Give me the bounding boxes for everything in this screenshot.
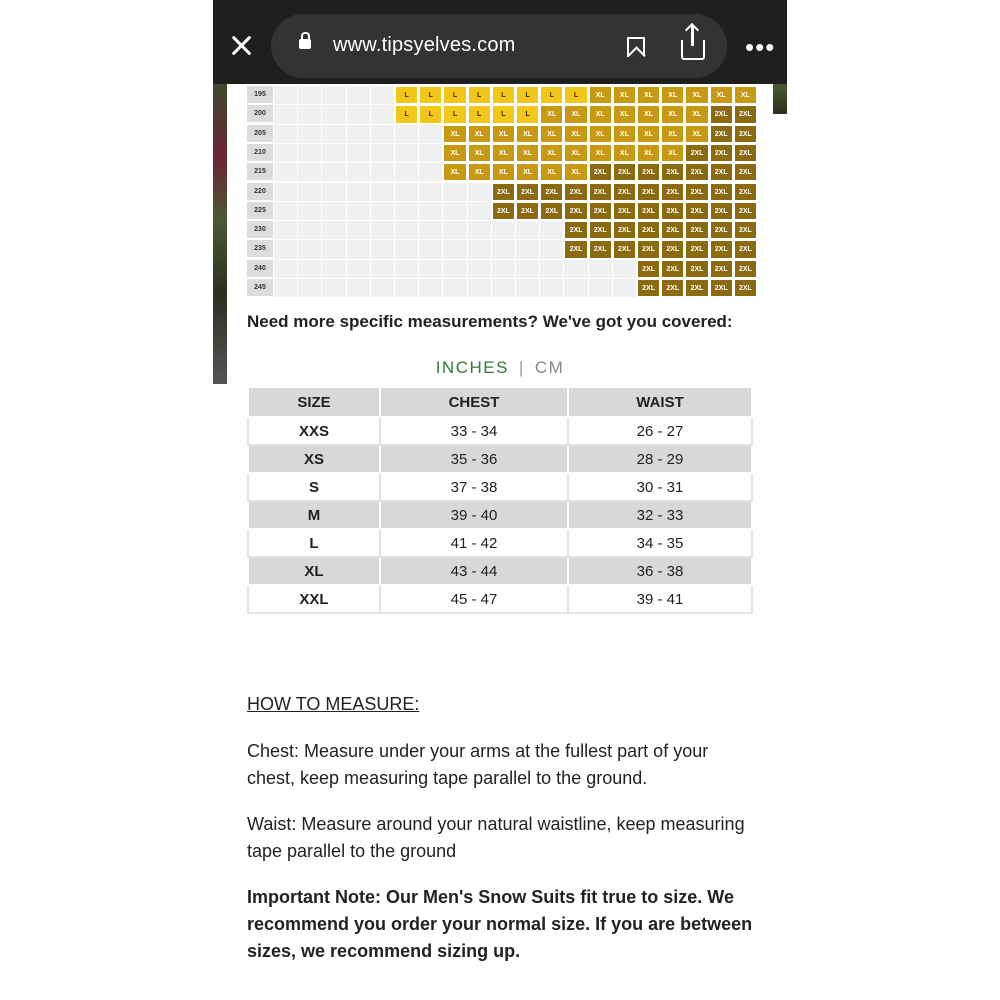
grid-cell	[347, 144, 370, 162]
grid-cell	[371, 183, 394, 201]
chest-cell: 39 - 40	[380, 501, 568, 529]
grid-cell: 2XL	[613, 240, 636, 258]
grid-cell	[516, 260, 539, 278]
grid-cell: XL	[492, 144, 515, 162]
grid-cell: L	[468, 86, 491, 104]
grid-cell	[322, 125, 345, 143]
grid-cell: XL	[468, 125, 491, 143]
grid-cell: L	[395, 86, 418, 104]
grid-cell: XL	[516, 125, 539, 143]
size-cell: L	[248, 529, 380, 557]
table-row	[248, 417, 752, 445]
grid-cell	[468, 183, 491, 201]
grid-cell	[613, 260, 636, 278]
bookmark-icon[interactable]	[627, 37, 645, 57]
grid-cell: XL	[734, 86, 757, 104]
grid-cell	[419, 279, 442, 297]
waist-cell: 34 - 35	[568, 529, 752, 557]
grid-cell	[395, 221, 418, 239]
grid-cell: XL	[468, 163, 491, 181]
size-cell: S	[248, 473, 380, 501]
grid-cell	[347, 105, 370, 123]
grid-cell	[443, 240, 466, 258]
grid-cell	[274, 125, 297, 143]
close-icon[interactable]	[227, 31, 257, 61]
grid-cell	[492, 279, 515, 297]
grid-weight-label: 240	[247, 260, 273, 277]
grid-weight-label: 200	[247, 105, 273, 122]
grid-cell	[468, 240, 491, 258]
grid-cell: 2XL	[685, 260, 708, 278]
grid-cell: XL	[540, 144, 563, 162]
grid-cell: L	[468, 105, 491, 123]
measurements-heading: Need more specific measurements? We've got you covered:	[247, 312, 733, 331]
column-header: WAIST	[568, 387, 752, 417]
url-text: www.tipsyelves.com	[333, 34, 516, 56]
grid-cell: 2XL	[492, 202, 515, 220]
grid-cell: 2XL	[661, 240, 684, 258]
grid-cell: XL	[637, 144, 660, 162]
more-icon[interactable]: •••	[745, 32, 776, 62]
grid-cell: 2XL	[685, 202, 708, 220]
grid-weight-label: 215	[247, 163, 273, 180]
grid-cell: XL	[613, 86, 636, 104]
grid-cell: XL	[443, 163, 466, 181]
grid-cell	[468, 260, 491, 278]
grid-cell: 2XL	[613, 163, 636, 181]
grid-cell: XL	[685, 105, 708, 123]
grid-cell: XL	[685, 125, 708, 143]
table-header-row	[248, 387, 752, 417]
grid-cell: 2XL	[564, 202, 587, 220]
grid-cell	[322, 240, 345, 258]
grid-cell: 2XL	[710, 221, 733, 239]
waist-cell: 28 - 29	[568, 445, 752, 473]
waist-cell: 30 - 31	[568, 473, 752, 501]
grid-cell: 2XL	[734, 183, 757, 201]
grid-cell	[371, 125, 394, 143]
grid-cell	[347, 240, 370, 258]
grid-cell	[298, 260, 321, 278]
grid-cell: 2XL	[589, 221, 612, 239]
grid-cell: XL	[613, 144, 636, 162]
grid-cell: L	[492, 105, 515, 123]
grid-cell	[419, 163, 442, 181]
grid-cell: XL	[685, 86, 708, 104]
grid-cell: 2XL	[613, 183, 636, 201]
grid-cell	[347, 279, 370, 297]
grid-cell: L	[395, 105, 418, 123]
grid-cell	[274, 163, 297, 181]
grid-cell: 2XL	[516, 183, 539, 201]
grid-cell	[274, 221, 297, 239]
grid-cell: 2XL	[540, 183, 563, 201]
grid-cell	[371, 240, 394, 258]
grid-cell: XL	[613, 125, 636, 143]
phone-screen	[213, 0, 787, 1000]
grid-cell: 2XL	[661, 279, 684, 297]
grid-weight-label: 195	[247, 86, 273, 103]
grid-cell: 2XL	[710, 105, 733, 123]
grid-cell	[322, 221, 345, 239]
grid-cell	[589, 279, 612, 297]
size-cell: XXS	[248, 417, 380, 445]
grid-cell: 2XL	[734, 163, 757, 181]
grid-cell: 2XL	[685, 279, 708, 297]
grid-cell: 2XL	[637, 240, 660, 258]
grid-cell: 2XL	[710, 279, 733, 297]
grid-cell	[492, 260, 515, 278]
grid-cell	[613, 279, 636, 297]
grid-cell: XL	[564, 144, 587, 162]
grid-cell: XL	[564, 163, 587, 181]
grid-cell	[395, 240, 418, 258]
grid-cell: XL	[516, 144, 539, 162]
grid-cell: L	[443, 86, 466, 104]
column-header: CHEST	[380, 387, 568, 417]
size-table	[247, 386, 753, 614]
grid-cell: 2XL	[685, 163, 708, 181]
grid-cell	[322, 260, 345, 278]
grid-cell: XL	[540, 163, 563, 181]
waist-cell: 26 - 27	[568, 417, 752, 445]
grid-cell: 2XL	[589, 240, 612, 258]
chest-cell: 33 - 34	[380, 417, 568, 445]
grid-cell	[274, 144, 297, 162]
grid-cell	[298, 221, 321, 239]
grid-cell	[540, 240, 563, 258]
grid-cell	[443, 202, 466, 220]
grid-cell: XL	[468, 144, 491, 162]
grid-cell: 2XL	[685, 221, 708, 239]
grid-cell	[371, 144, 394, 162]
grid-cell: XL	[564, 105, 587, 123]
grid-cell: 2XL	[710, 125, 733, 143]
unit-toggle	[213, 358, 787, 378]
grid-cell: XL	[613, 105, 636, 123]
grid-cell	[298, 105, 321, 123]
grid-cell	[322, 279, 345, 297]
size-cell: XS	[248, 445, 380, 473]
table-row	[248, 529, 752, 557]
grid-cell	[468, 202, 491, 220]
grid-cell: XL	[564, 125, 587, 143]
grid-cell: 2XL	[734, 144, 757, 162]
grid-cell: 2XL	[661, 183, 684, 201]
unit-separator: |	[518, 358, 525, 377]
table-row	[248, 585, 752, 613]
grid-cell	[371, 163, 394, 181]
table-row	[248, 473, 752, 501]
grid-cell	[371, 105, 394, 123]
grid-cell: 2XL	[734, 202, 757, 220]
grid-cell: XL	[661, 105, 684, 123]
grid-cell: 2XL	[613, 221, 636, 239]
grid-cell: 2XL	[710, 163, 733, 181]
grid-cell: 2XL	[710, 183, 733, 201]
grid-cell	[443, 279, 466, 297]
grid-cell	[274, 86, 297, 104]
grid-cell: 2XL	[734, 105, 757, 123]
grid-cell	[298, 125, 321, 143]
grid-cell: 2XL	[685, 183, 708, 201]
grid-cell: 2XL	[564, 221, 587, 239]
grid-cell: L	[419, 86, 442, 104]
waist-instructions: Waist: Measure around your natural waistline, keep measuring tape parallel to the ground	[247, 814, 745, 861]
grid-cell	[395, 202, 418, 220]
table-row	[248, 557, 752, 585]
grid-cell: 2XL	[734, 125, 757, 143]
size-cell: XL	[248, 557, 380, 585]
grid-cell: XL	[661, 144, 684, 162]
grid-weight-label: 210	[247, 144, 273, 161]
grid-weight-label: 220	[247, 183, 273, 200]
share-icon[interactable]	[681, 40, 705, 60]
grid-cell: 2XL	[637, 260, 660, 278]
grid-cell	[371, 221, 394, 239]
grid-cell	[322, 163, 345, 181]
grid-cell: XL	[492, 163, 515, 181]
grid-cell	[395, 163, 418, 181]
grid-cell	[274, 240, 297, 258]
grid-cell	[298, 183, 321, 201]
grid-cell: L	[492, 86, 515, 104]
chest-instructions: Chest: Measure under your arms at the fullest part of your chest, keep measuring tape parallel to the ground.	[247, 741, 709, 788]
grid-cell: 2XL	[516, 202, 539, 220]
grid-cell	[419, 202, 442, 220]
grid-cell	[371, 260, 394, 278]
grid-cell: 2XL	[710, 260, 733, 278]
grid-cell	[468, 221, 491, 239]
grid-cell: XL	[492, 125, 515, 143]
grid-cell	[419, 183, 442, 201]
background-photo-edge-right	[773, 84, 787, 114]
grid-cell	[419, 125, 442, 143]
grid-cell	[322, 183, 345, 201]
grid-cell: 2XL	[637, 202, 660, 220]
grid-weight-label: 245	[247, 279, 273, 296]
grid-weight-label: 205	[247, 125, 273, 142]
grid-cell: 2XL	[540, 202, 563, 220]
grid-cell: XL	[637, 86, 660, 104]
table-row	[248, 501, 752, 529]
grid-cell	[419, 260, 442, 278]
grid-cell: L	[540, 86, 563, 104]
grid-cell: 2XL	[710, 144, 733, 162]
grid-cell: 2XL	[613, 202, 636, 220]
grid-cell	[347, 163, 370, 181]
grid-cell	[298, 240, 321, 258]
grid-weight-label: 225	[247, 202, 273, 219]
unit-cm-tab[interactable]: CM	[534, 358, 565, 377]
grid-cell: XL	[661, 125, 684, 143]
grid-cell	[347, 221, 370, 239]
grid-cell: XL	[589, 86, 612, 104]
grid-cell	[298, 86, 321, 104]
grid-cell	[347, 183, 370, 201]
grid-cell: 2XL	[661, 221, 684, 239]
grid-cell	[274, 183, 297, 201]
waist-cell: 36 - 38	[568, 557, 752, 585]
grid-cell: L	[516, 86, 539, 104]
grid-cell	[516, 240, 539, 258]
grid-weight-label: 235	[247, 240, 273, 257]
waist-cell: 32 - 33	[568, 501, 752, 529]
grid-cell: 2XL	[685, 144, 708, 162]
important-note: Important Note: Our Men's Snow Suits fit true to size. We recommend you order your normal size. If you are between sizes, we recommend sizing up.	[247, 887, 753, 961]
grid-cell	[395, 125, 418, 143]
background-photo-edge	[213, 84, 227, 384]
grid-cell: 2XL	[637, 183, 660, 201]
how-to-measure-title: HOW TO MEASURE:	[247, 694, 420, 714]
grid-cell	[395, 183, 418, 201]
grid-cell: XL	[540, 125, 563, 143]
grid-cell: 2XL	[734, 260, 757, 278]
grid-cell: 2XL	[661, 202, 684, 220]
grid-cell: L	[443, 105, 466, 123]
grid-cell: 2XL	[637, 163, 660, 181]
grid-cell	[371, 86, 394, 104]
grid-cell	[347, 125, 370, 143]
table-row	[248, 445, 752, 473]
browser-toolbar	[213, 0, 787, 84]
grid-cell	[322, 144, 345, 162]
grid-cell: 2XL	[734, 240, 757, 258]
grid-cell	[274, 105, 297, 123]
grid-cell	[322, 86, 345, 104]
column-header: SIZE	[248, 387, 380, 417]
chest-cell: 41 - 42	[380, 529, 568, 557]
grid-cell: 2XL	[734, 279, 757, 297]
grid-cell: 2XL	[661, 163, 684, 181]
grid-cell: XL	[637, 105, 660, 123]
grid-cell	[443, 183, 466, 201]
grid-cell: XL	[661, 86, 684, 104]
grid-cell: XL	[540, 105, 563, 123]
waist-cell: 39 - 41	[568, 585, 752, 613]
grid-cell	[443, 260, 466, 278]
grid-cell: 2XL	[710, 240, 733, 258]
grid-cell	[443, 221, 466, 239]
grid-cell	[395, 144, 418, 162]
grid-cell	[468, 279, 491, 297]
grid-cell: XL	[589, 125, 612, 143]
grid-cell: XL	[443, 144, 466, 162]
grid-cell	[298, 279, 321, 297]
grid-cell: 2XL	[564, 240, 587, 258]
grid-cell	[516, 279, 539, 297]
grid-cell	[564, 260, 587, 278]
grid-cell	[540, 279, 563, 297]
grid-cell: XL	[443, 125, 466, 143]
grid-cell	[589, 260, 612, 278]
address-bar[interactable]	[271, 14, 727, 78]
grid-cell	[347, 260, 370, 278]
grid-cell	[492, 240, 515, 258]
grid-cell	[322, 105, 345, 123]
grid-cell	[347, 202, 370, 220]
grid-cell: 2XL	[589, 202, 612, 220]
grid-cell	[298, 144, 321, 162]
chest-cell: 35 - 36	[380, 445, 568, 473]
grid-cell: XL	[710, 86, 733, 104]
grid-cell	[322, 202, 345, 220]
grid-cell	[371, 279, 394, 297]
grid-cell: XL	[637, 125, 660, 143]
grid-cell	[419, 144, 442, 162]
grid-cell	[395, 279, 418, 297]
grid-cell: XL	[589, 144, 612, 162]
grid-cell: 2XL	[637, 279, 660, 297]
grid-cell	[540, 221, 563, 239]
grid-cell: XL	[589, 105, 612, 123]
chest-cell: 37 - 38	[380, 473, 568, 501]
grid-cell	[419, 240, 442, 258]
grid-cell: 2XL	[589, 183, 612, 201]
grid-cell	[347, 86, 370, 104]
grid-cell: 2XL	[685, 240, 708, 258]
grid-cell: 2XL	[492, 183, 515, 201]
grid-cell	[540, 260, 563, 278]
grid-cell	[395, 260, 418, 278]
grid-cell: 2XL	[710, 202, 733, 220]
grid-cell: L	[516, 105, 539, 123]
grid-cell	[564, 279, 587, 297]
grid-cell	[274, 260, 297, 278]
unit-inches-tab[interactable]: INCHES	[435, 358, 509, 377]
grid-cell	[298, 163, 321, 181]
grid-cell	[419, 221, 442, 239]
grid-cell: XL	[516, 163, 539, 181]
grid-weight-label: 230	[247, 221, 273, 238]
grid-cell: 2XL	[734, 221, 757, 239]
grid-cell: 2XL	[661, 260, 684, 278]
grid-cell	[274, 202, 297, 220]
size-cell: M	[248, 501, 380, 529]
grid-cell: 2XL	[564, 183, 587, 201]
grid-cell: L	[419, 105, 442, 123]
grid-cell	[298, 202, 321, 220]
chest-cell: 45 - 47	[380, 585, 568, 613]
size-cell: XXL	[248, 585, 380, 613]
grid-cell: 2XL	[589, 163, 612, 181]
grid-cell: L	[564, 86, 587, 104]
grid-cell: 2XL	[637, 221, 660, 239]
grid-cell	[516, 221, 539, 239]
lock-icon	[299, 39, 311, 49]
grid-cell	[274, 279, 297, 297]
grid-cell	[371, 202, 394, 220]
chest-cell: 43 - 44	[380, 557, 568, 585]
grid-cell	[492, 221, 515, 239]
